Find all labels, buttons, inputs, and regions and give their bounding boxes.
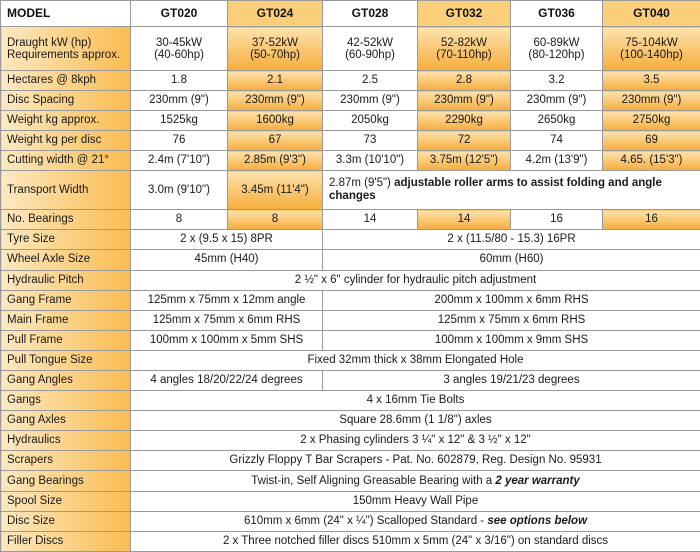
hectares-cell: 3.2 <box>511 71 603 91</box>
weight-per-disc-cell: 73 <box>323 131 418 151</box>
draught-hp: (40-60hp) <box>154 48 204 61</box>
draught-cell <box>131 27 228 71</box>
bearings-cell: 16 <box>603 210 700 230</box>
gang-frame-small: 125mm x 75mm x 12mm angle <box>131 290 323 310</box>
row-label-weight-per-disc: Weight kg per disc <box>1 131 131 151</box>
weight-per-disc-cell: 72 <box>418 131 511 151</box>
table-row-gangs <box>1 391 700 411</box>
row-label-draught: Draught kW (hp) Requirements approx. <box>1 27 131 71</box>
pull-frame-large: 100mm x 100mm x 9mm SHS <box>323 330 700 350</box>
weight-cell: 2750kg <box>603 111 700 131</box>
draught-cell <box>511 27 603 71</box>
table-row-disc-size <box>1 511 700 531</box>
model-gt028: GT028 <box>323 1 418 27</box>
table-row-gang-bearings <box>1 471 700 491</box>
draught-hp: (60-90hp) <box>345 48 395 61</box>
table-row-pull-tongue <box>1 350 700 370</box>
table-row-wheel-axle <box>1 250 700 270</box>
scrapers-value: Grizzly Floppy T Bar Scrapers - Pat. No. 602879, Reg. Design No. 95931 <box>131 451 700 471</box>
draught-cell <box>323 27 418 71</box>
table-row-pull-frame <box>1 330 700 350</box>
hectares-cell: 2.8 <box>418 71 511 91</box>
transport-width-cell: 3.45m (11'4") <box>228 171 323 210</box>
disc-spacing-cell: 230mm (9") <box>131 91 228 111</box>
draught-hp: (100-140hp) <box>620 48 683 61</box>
draught-hp: (70-110hp) <box>436 48 492 61</box>
weight-cell: 2290kg <box>418 111 511 131</box>
table-row-hectares <box>1 71 700 91</box>
draught-kw: 37-52kW <box>251 36 299 49</box>
table-row-hydraulics <box>1 431 700 451</box>
transport-width-wide-cell <box>323 171 700 210</box>
table-row-draught <box>1 27 700 71</box>
disc-spacing-cell: 230mm (9") <box>228 91 323 111</box>
cutting-width-cell: 2.85m (9'3") <box>228 151 323 171</box>
table-header-row <box>1 1 700 27</box>
row-label-hydraulic-pitch: Hydraulic Pitch <box>1 270 131 290</box>
gangs-value: 4 x 16mm Tie Bolts <box>131 391 700 411</box>
disc-spacing-cell: 230mm (9") <box>603 91 700 111</box>
tyre-size-small: 2 x (9.5 x 15) 8PR <box>131 230 323 250</box>
row-label-gangs: Gangs <box>1 391 131 411</box>
bearings-cell: 16 <box>511 210 603 230</box>
cutting-width-cell: 4.2m (13'9") <box>511 151 603 171</box>
draught-kw: 60-89kW <box>533 36 580 49</box>
table-row-tyre-size <box>1 230 700 250</box>
weight-cell: 1600kg <box>228 111 323 131</box>
draught-kw: 52-82kW <box>440 36 488 49</box>
row-label-scrapers: Scrapers <box>1 451 131 471</box>
pull-tongue-value: Fixed 32mm thick x 38mm Elongated Hole <box>131 350 700 370</box>
disc-spacing-cell: 230mm (9") <box>511 91 603 111</box>
draught-cell <box>228 27 323 71</box>
draught-hp: (50-70hp) <box>250 48 300 61</box>
disc-spacing-cell: 230mm (9") <box>323 91 418 111</box>
transport-width-note: adjustable roller arms to assist folding and angle changes <box>329 177 662 203</box>
model-gt036: GT036 <box>511 1 603 27</box>
spool-size-value: 150mm Heavy Wall Pipe <box>131 491 700 511</box>
table-row-gang-angles <box>1 370 700 390</box>
row-label-pull-tongue: Pull Tongue Size <box>1 350 131 370</box>
table-row-weight <box>1 111 700 131</box>
warranty-emphasis: 2 year warranty <box>495 474 580 487</box>
row-label-gang-axles: Gang Axles <box>1 411 131 431</box>
weight-per-disc-cell: 69 <box>603 131 700 151</box>
table-row-cutting-width <box>1 151 700 171</box>
cutting-width-cell: 3.3m (10'10") <box>323 151 418 171</box>
hectares-cell: 2.1 <box>228 71 323 91</box>
weight-per-disc-cell: 76 <box>131 131 228 151</box>
table-row-hydraulic-pitch <box>1 270 700 290</box>
bearings-cell: 8 <box>228 210 323 230</box>
gang-angles-large: 3 angles 19/21/23 degrees <box>323 370 700 390</box>
model-gt040: GT040 <box>603 1 700 27</box>
hectares-cell: 1.8 <box>131 71 228 91</box>
row-label-disc-size: Disc Size <box>1 511 131 531</box>
tyre-size-large: 2 x (11.5/80 - 15.3) 16PR <box>323 230 700 250</box>
row-label-spool-size: Spool Size <box>1 491 131 511</box>
model-header: MODEL <box>1 1 131 27</box>
row-label-bearings: No. Bearings <box>1 210 131 230</box>
gang-frame-large: 200mm x 100mm x 6mm RHS <box>323 290 700 310</box>
cutting-width-cell: 2.4m (7'10") <box>131 151 228 171</box>
row-label-wheel-axle: Wheel Axle Size <box>1 250 131 270</box>
weight-per-disc-cell: 74 <box>511 131 603 151</box>
gang-bearings-value: Twist-in, Self Aligning Greasable Bearing with a <box>251 474 493 487</box>
pull-frame-small: 100mm x 100mm x 5mm SHS <box>131 330 323 350</box>
hydraulics-value: 2 x Phasing cylinders 3 ¼" x 12" & 3 ½" x 12" <box>131 431 700 451</box>
main-frame-large: 125mm x 75mm x 6mm RHS <box>323 310 700 330</box>
gang-angles-small: 4 angles 18/20/22/24 degrees <box>131 370 323 390</box>
weight-per-disc-cell: 67 <box>228 131 323 151</box>
draught-kw: 30-45kW <box>155 36 203 49</box>
row-label-cutting-width: Cutting width @ 21° <box>1 151 131 171</box>
bearings-cell: 8 <box>131 210 228 230</box>
hectares-cell: 3.5 <box>603 71 700 91</box>
table-row-gang-frame <box>1 290 700 310</box>
transport-width-value: 2.87m (9'5") <box>329 177 391 190</box>
draught-hp: (80-120hp) <box>528 48 585 61</box>
bearings-cell: 14 <box>418 210 511 230</box>
table-row-weight-per-disc <box>1 131 700 151</box>
draught-kw: 42-52kW <box>346 36 394 49</box>
disc-size-value: 610mm x 6mm (24" x ¼") Scalloped Standard - <box>243 514 485 527</box>
draught-kw: 75-104kW <box>625 36 678 49</box>
cutting-width-cell: 3.75m (12'5") <box>418 151 511 171</box>
transport-width-cell: 3.0m (9'10") <box>131 171 228 210</box>
table-row-disc-spacing <box>1 91 700 111</box>
disc-size-cell <box>131 511 700 531</box>
table-row-filler-discs <box>1 531 700 551</box>
row-label-gang-bearings: Gang Bearings <box>1 471 131 491</box>
table-row-scrapers <box>1 451 700 471</box>
cutting-width-cell: 4.65. (15'3") <box>603 151 700 171</box>
hydraulic-pitch-value: 2 ½" x 6" cylinder for hydraulic pitch adjustment <box>131 270 700 290</box>
disc-options-emphasis: see options below <box>487 514 588 527</box>
wheel-axle-large: 60mm (H60) <box>323 250 700 270</box>
gang-axles-value: Square 28.6mm (1 1/8") axles <box>131 411 700 431</box>
hectares-cell: 2.5 <box>323 71 418 91</box>
table-row-spool-size <box>1 491 700 511</box>
model-gt032: GT032 <box>418 1 511 27</box>
row-label-gang-frame: Gang Frame <box>1 290 131 310</box>
table-row-transport-width <box>1 171 700 210</box>
bearings-cell: 14 <box>323 210 418 230</box>
main-frame-small: 125mm x 75mm x 6mm RHS <box>131 310 323 330</box>
row-label-hydraulics: Hydraulics <box>1 431 131 451</box>
draught-cell <box>603 27 700 71</box>
table-row-bearings <box>1 210 700 230</box>
row-label-filler-discs: Filler Discs <box>1 531 131 551</box>
row-label-disc-spacing: Disc Spacing <box>1 91 131 111</box>
gang-bearings-cell <box>131 471 700 491</box>
row-label-gang-angles: Gang Angles <box>1 370 131 390</box>
row-label-transport-width: Transport Width <box>1 171 131 210</box>
filler-discs-value: 2 x Three notched filler discs 510mm x 5mm (24" x 3/16") on standard discs <box>131 531 700 551</box>
row-label-pull-frame: Pull Frame <box>1 330 131 350</box>
weight-cell: 2050kg <box>323 111 418 131</box>
row-label-hectares: Hectares @ 8kph <box>1 71 131 91</box>
draught-cell <box>418 27 511 71</box>
table-row-main-frame <box>1 310 700 330</box>
model-gt020: GT020 <box>131 1 228 27</box>
weight-cell: 1525kg <box>131 111 228 131</box>
model-gt024: GT024 <box>228 1 323 27</box>
weight-cell: 2650kg <box>511 111 603 131</box>
wheel-axle-small: 45mm (H40) <box>131 250 323 270</box>
row-label-weight: Weight kg approx. <box>1 111 131 131</box>
disc-spacing-cell: 230mm (9") <box>418 91 511 111</box>
row-label-main-frame: Main Frame <box>1 310 131 330</box>
row-label-tyre-size: Tyre Size <box>1 230 131 250</box>
table-row-gang-axles <box>1 411 700 431</box>
